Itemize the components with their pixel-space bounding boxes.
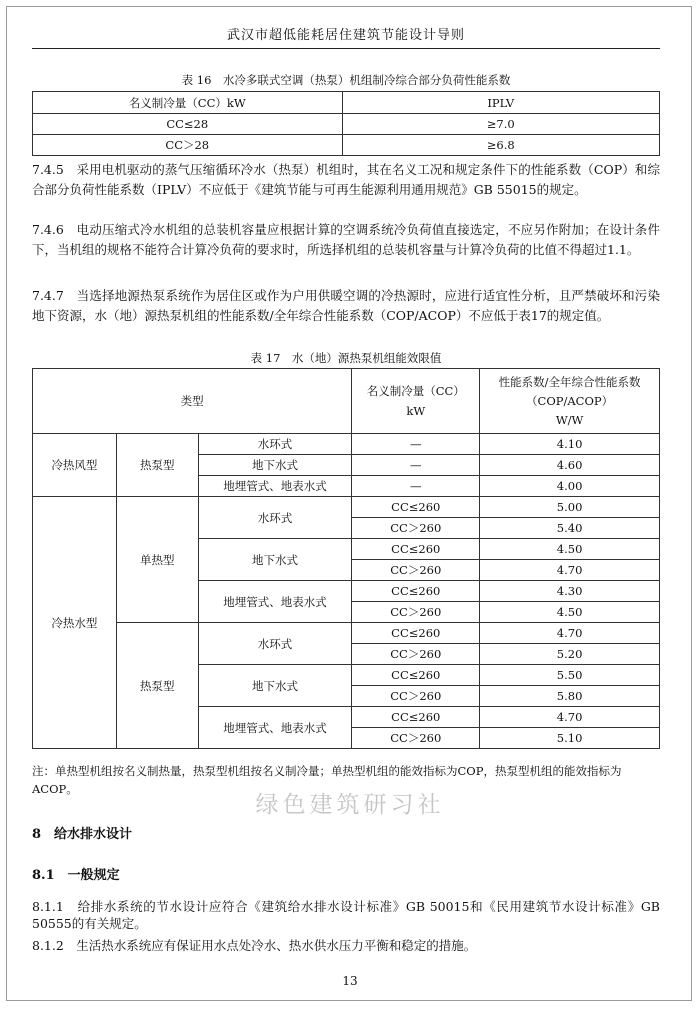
table17-header-cop-abbr: （COP/ACOP） (526, 393, 614, 408)
table17-cell-cc: CC≤260 (352, 623, 480, 644)
table16-cell: CC＞28 (33, 135, 343, 156)
table17-cell-mod: 地下水式 (198, 455, 352, 476)
table17-cell-mod: 地埋管式、地表水式 (198, 581, 352, 623)
table17-cell-cop: 4.50 (480, 539, 660, 560)
table17-group-b-sub2: 热泵型 (116, 623, 198, 749)
table17-cell-cc: CC≤260 (352, 539, 480, 560)
table17-cell-cop: 4.70 (480, 560, 660, 581)
table17 (32, 368, 660, 749)
table17-header-type: 类型 (33, 369, 352, 434)
table17-cell-cop: 5.00 (480, 497, 660, 518)
paragraph-7-4-6: 7.4.6 电动压缩式冷水机组的总装机容量应根据计算的空调系统冷负荷值直接选定，不应另作附加；在设计条件下，当机组的规格不能符合计算冷负荷的要求时，所选择机组的总装机容量与计算冷负荷的比值不得超过1.1。 (32, 222, 660, 257)
section-8-1-title: 8.1 一般规定 (32, 868, 120, 883)
table17-cell-mod: 水环式 (198, 434, 352, 455)
table17-cell-cop: 5.40 (480, 518, 660, 539)
table16-header-cc: 名义制冷量（CC）kW (33, 92, 343, 114)
table17-cell-cop: 4.50 (480, 602, 660, 623)
table17-cell-mod: 水环式 (198, 623, 352, 665)
table17-header-cop-name: 性能系数/全年综合性能系数 (498, 374, 641, 389)
table17-header-cop (480, 369, 660, 434)
table17-cell-mod: 水环式 (198, 497, 352, 539)
table17-cell-cc: CC＞260 (352, 560, 480, 581)
table17-cell-cop: 4.10 (480, 434, 660, 455)
paragraph-7-4-7: 7.4.7 当选择地源热泵系统作为居住区或作为户用供暖空调的冷热源时，应进行适宜性分析，且严禁破坏和污染地下资源，水（地）源热泵机组的性能系数/全年综合性能系数（COP/ACOP）不应低于表17的规定值。 (32, 288, 660, 323)
table17-header-cc (352, 369, 480, 434)
table16-cell: ≥6.8 (342, 135, 659, 156)
page-header-title: 武汉市超低能耗居住建筑节能设计导则 (226, 28, 465, 43)
table17-cell-cc: CC≤260 (352, 665, 480, 686)
table17-header-cop-unit: W/W (555, 412, 584, 427)
table17-note: 注：单热型机组按名义制热量，热泵型机组按名义制冷量；单热型机组的能效指标为COP，热泵型机组的能效指标为ACOP。 (32, 764, 622, 796)
table17-cell-cop: 4.70 (480, 707, 660, 728)
table17-cell-mod: 地埋管式、地表水式 (198, 707, 352, 749)
table17-group-b-sub1: 单热型 (116, 497, 198, 623)
watermark: 绿色建筑研习社 (255, 792, 445, 818)
table17-cell-cc: — (352, 476, 480, 497)
table17-header-cc-name: 名义制冷量（CC） (366, 384, 465, 398)
header-rule (32, 48, 660, 49)
table16 (32, 91, 660, 156)
table17-cell-cop: 5.80 (480, 686, 660, 707)
table17-group-a-sub: 热泵型 (116, 434, 198, 497)
table17-cell-cc: CC≤260 (352, 707, 480, 728)
table17-cell-cc: CC≤260 (352, 581, 480, 602)
table16-header-iplv: IPLV (342, 92, 659, 114)
table17-cell-cop: 4.00 (480, 476, 660, 497)
table17-cell-cc: CC＞260 (352, 728, 480, 749)
paragraph-8-1-1: 8.1.1 给排水系统的节水设计应符合《建筑给水排水设计标准》GB 50015和《民用建筑节水设计标准》GB 50555的有关规定。 (32, 899, 660, 931)
table17-cell-cc: CC≤260 (352, 497, 480, 518)
table17-cell-mod: 地下水式 (198, 665, 352, 707)
table17-cell-cop: 5.10 (480, 728, 660, 749)
table17-cell-cop: 4.30 (480, 581, 660, 602)
table17-cell-cop: 5.50 (480, 665, 660, 686)
section-8-title: 8 给水排水设计 (32, 827, 133, 842)
table17-cell-cc: CC＞260 (352, 518, 480, 539)
table17-cell-cc: CC＞260 (352, 644, 480, 665)
table17-cell-cc: — (352, 434, 480, 455)
table17-group-a: 冷热风型 (33, 434, 117, 497)
table17-cell-cc: CC＞260 (352, 602, 480, 623)
table17-cell-mod: 地下水式 (198, 539, 352, 581)
table17-cell-cop: 5.20 (480, 644, 660, 665)
table16-cell: CC≤28 (33, 114, 343, 135)
table16-cell: ≥7.0 (342, 114, 659, 135)
paragraph-7-4-5: 7.4.5 采用电机驱动的蒸气压缩循环冷水（热泵）机组时，其在名义工况和规定条件下的性能系数（COP）和综合部分负荷性能系数（IPLV）不应低于《建筑节能与可再生能源利用通用规范》GB 55015的规定。 (32, 162, 660, 197)
table17-cell-cop: 4.70 (480, 623, 660, 644)
table16-caption: 表 16 水冷多联式空调（热泵）机组制冷综合部分负荷性能系数 (181, 73, 511, 87)
table17-cell-mod: 地埋管式、地表水式 (198, 476, 352, 497)
table17-cell-cc: CC＞260 (352, 686, 480, 707)
paragraph-8-1-2: 8.1.2 生活热水系统应有保证用水点处冷水、热水供水压力平衡和稳定的措施。 (32, 938, 477, 953)
table17-header-cc-unit: kW (406, 404, 426, 418)
table17-group-b: 冷热水型 (33, 497, 117, 749)
table17-cell-cc: — (352, 455, 480, 476)
table17-cell-cop: 4.60 (480, 455, 660, 476)
page-number: 13 (342, 974, 358, 988)
table17-caption: 表 17 水（地）源热泵机组能效限值 (250, 351, 442, 365)
